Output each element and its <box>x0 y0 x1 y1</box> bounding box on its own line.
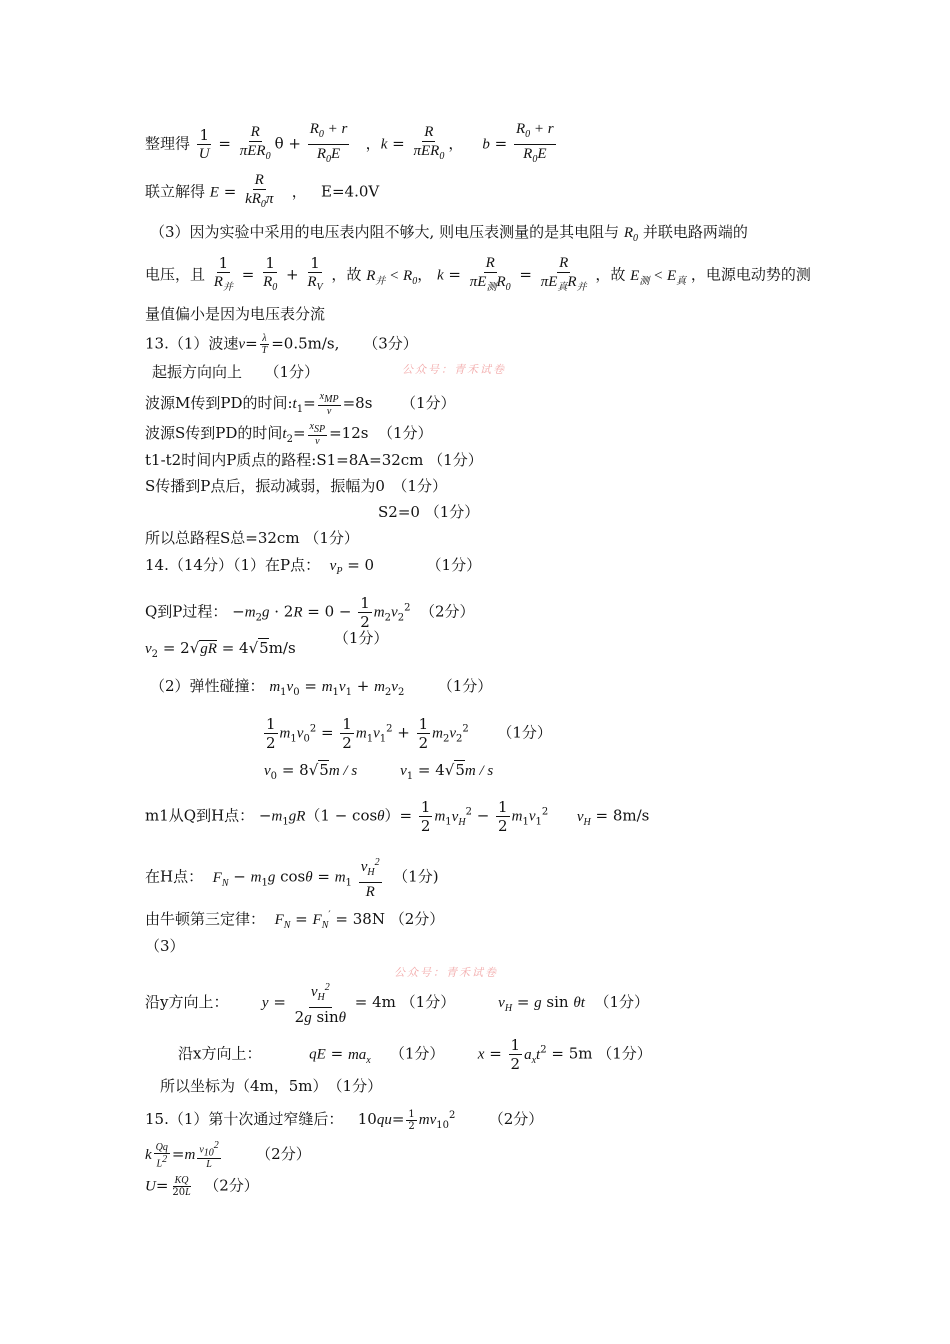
q14-line-1: 14.（14分）（1）在P点： $v_P = 0$ （1分） <box>145 556 482 577</box>
text-line-5: 量值偏小是因为电压表分流 <box>145 305 326 323</box>
q14-line-6: $v_0 = 8√5m / s$ $v_1 = 4√5m / s$ <box>264 761 494 782</box>
q13-line-7: S2=0 （1分） <box>378 503 480 521</box>
q13-line-8: 所以总路程S总=32cm （1分） <box>145 529 359 547</box>
q15-line-1: 15.（1）第十次通过窄缝后： 10qu= $\frac{1}{2}$ $mv_{10}^2$ （2分） <box>145 1108 544 1132</box>
q13-line-3: 波源M传到PD的时间$:t_1=$ $\frac{x_{MP}}{v}$ =8s （1分） <box>145 391 456 417</box>
watermark: 公众号：青禾试卷 <box>402 363 506 376</box>
q15-line-2: k $\frac{Qq}{L^2}$ =m $\frac{v_{10}^2}{L}$ （2分） <box>145 1140 311 1171</box>
q13-line-6: S传播到P点后，振动减弱，振幅为0 （1分） <box>145 477 447 495</box>
q14-line-12: 所以坐标为（4m，5m） （1分） <box>160 1077 383 1095</box>
q14-part3: （3） <box>145 937 185 955</box>
q13-line-5: t1-t2时间内P质点的路程:S1=8A=32cm （1分） <box>145 451 483 469</box>
eq-line-1: 整理得 $\frac{1}{U}$ = $\frac{R}{\pi ER_0}$ θ + $\frac{R_0 + r}{R_0E}$ ，k = $\frac{R}{\pi ER_0}$ ， b = $\frac{R_0 + r}{R_0E}$ <box>145 121 554 165</box>
q14-line-7: m1从Q到H点： $-m_1gR(1 - \cos\theta)=$ $\frac{1}{2}$ $m_1v_H^2$ − $\frac{1}{2}$ $m_1v_1^2$ $v_H = 8m/s$ <box>145 798 650 835</box>
q14-line-10: 沿y方向上： y = $\frac{v_H^2}{\text{2g sinθ}}$ = 4m （1分） $v_H = g$ sin θt （1分） <box>145 979 649 1027</box>
q15-line-3: U= $\frac{KQ}{20L}$ （2分） <box>145 1175 259 1198</box>
eq-line-4: 电压，且 $\frac{1}{R_并}$ = $\frac{1}{R_0}$ + $\frac{1}{R_V}$ ，故 $R_并 < R_0$， k = $\frac{R}{\pi E_测R_0}$ = $\frac{R}{\pi E_真R_并}$ ，故 $E_测 < E_真$ ，电源电动势的测 <box>145 254 811 293</box>
q14-line-5: $\frac{1}{2}$ $m_1v_0^2$ = $\frac{1}{2}$ $m_1v_1^2$ + $\frac{1}{2}$ $m_2v_2^2$ （1分） <box>266 715 552 752</box>
q14-line-9: 由牛顿第三定律： $F_N = F_N' = 38N$ （2分） <box>145 910 445 931</box>
q13-line-1: 13.（1）波速v= $\frac{\lambda}{T}$ =0.5m/s, （3分） <box>145 333 418 356</box>
q14-line-3: $v_2 = 2√gR = 4√5m/s$ （1分） <box>145 629 389 660</box>
eq-line-2: 联立解得 E = $\frac{R}{kR_0\pi}$ ， E=4.0V <box>145 172 380 210</box>
q14-line-2: Q到P过程： $-m_2g \cdot 2R = 0$ − $\frac{1}{2}$ $m_2v_2^2$ （2分） <box>145 594 475 631</box>
q13-line-2: 起振方向向上 （1分） <box>152 363 320 381</box>
q14-line-8: 在H点： $F_N - m_1g$ $\cos\theta = m_1$ $\frac{v_H^2}{R}$ （1分) <box>145 854 439 901</box>
q14-line-4: （2）弹性碰撞： $m_1v_0 = m_1v_1 + m_2v_2$ （1分） <box>150 677 493 698</box>
watermark-2: 公众号：青禾试卷 <box>394 966 498 979</box>
q13-line-4: 波源S传到PD的时间$t_2=$ $\frac{x_{SP}}{v}$ =12s （1分） <box>145 421 433 447</box>
text-line-3: （3）因为实验中采用的电压表内阻不够大, 则电压表测量的是其电阻与 $R_0$ 并联电路两端的 <box>150 223 748 244</box>
q14-line-11: 沿x方向上： qE = $ma_x$ （1分） x = $\frac{1}{2}$ $a_xt^2 = 5m$ （1分） <box>178 1036 652 1073</box>
